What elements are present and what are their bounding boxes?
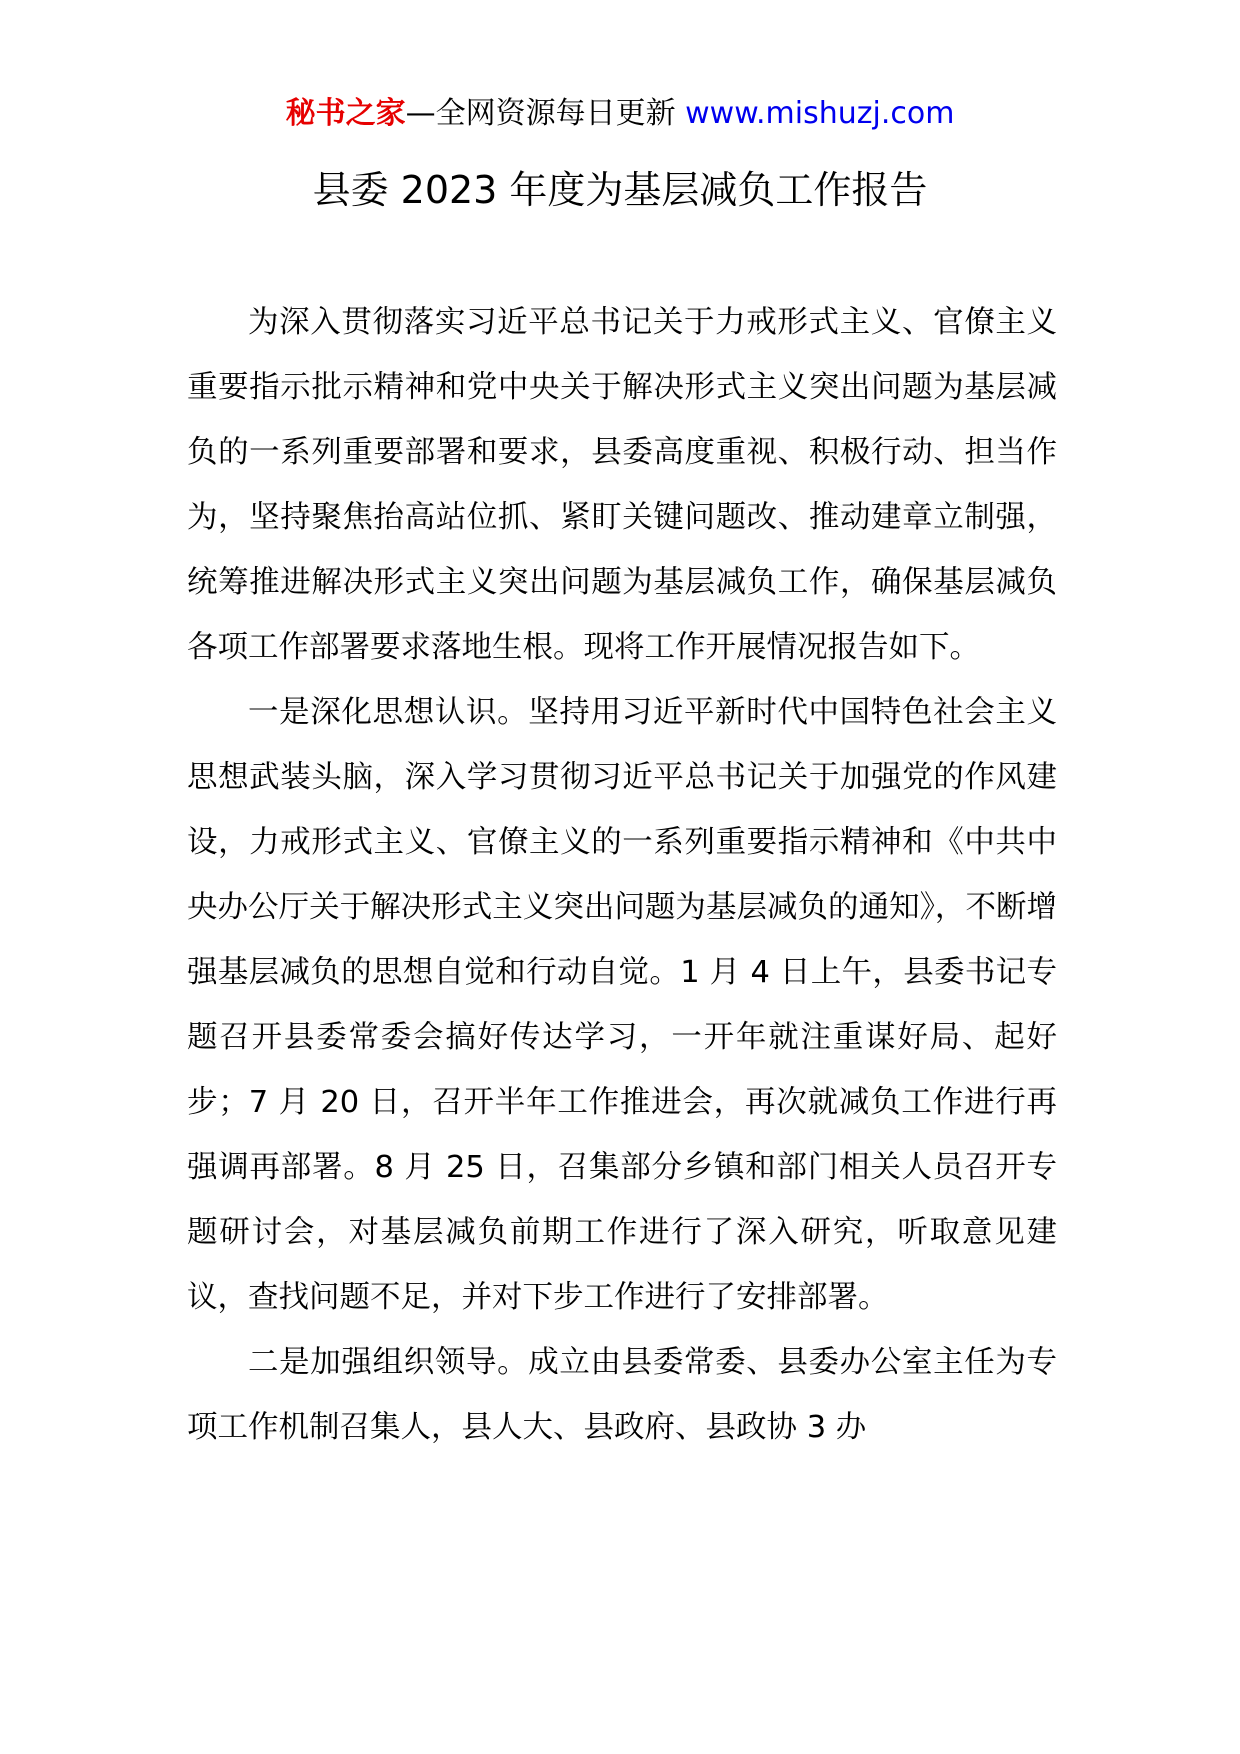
site-header [0,94,1240,134]
site-url[interactable]: www.mishuzj.com [685,96,955,131]
paragraph-intro: 为深入贯彻落实习近平总书记关于力戒形式主义、官僚主义重要指示批示精神和党中央关于解决形式主义突出问题为基层减负的一系列重要部署和要求，县委高度重视、积极行动、担当作为，坚持聚焦抬高站位抓、紧盯关键问题改、推动建章立制强，统筹推进解决形式主义突出问题为基层减负工作，确保基层减负各项工作部署要求落地生根。现将工作开展情况报告如下。 [187,305,1057,665]
site-tagline: —全网资源每日更新 [405,96,686,131]
document-title: 县委 2023 年度为基层减负工作报告 [312,168,928,212]
site-brand: 秘书之家 [285,96,406,131]
document-body [187,290,1057,1460]
paragraph-section-1: 一是深化思想认识。坚持用习近平新时代中国特色社会主义思想武装头脑，深入学习贯彻习近平总书记关于加强党的作风建设，力戒形式主义、官僚主义的一系列重要指示精神和《中共中央办公厅关于解决形式主义突出问题为基层减负的通知》，不断增强基层减负的思想自觉和行动自觉。1 月 4 日上午，县委书记专题召开县委常委会搞好传达学习，一开年就注重谋好局、起好步；7 月 20 日，召开半年工作推进会，再次就减负工作进行再强调再部署。8 月 25 日，召集部分乡镇和部门相关人员召开专题研讨会，对基层减负前期工作进行了深入研究，听取意见建议，查找问题不足，并对下步工作进行了安排部署。 [187,695,1057,1315]
paragraph-section-2: 二是加强组织领导。成立由县委常委、县委办公室主任为专项工作机制召集人，县人大、县政府、县政协 3 办 [187,1345,1057,1445]
